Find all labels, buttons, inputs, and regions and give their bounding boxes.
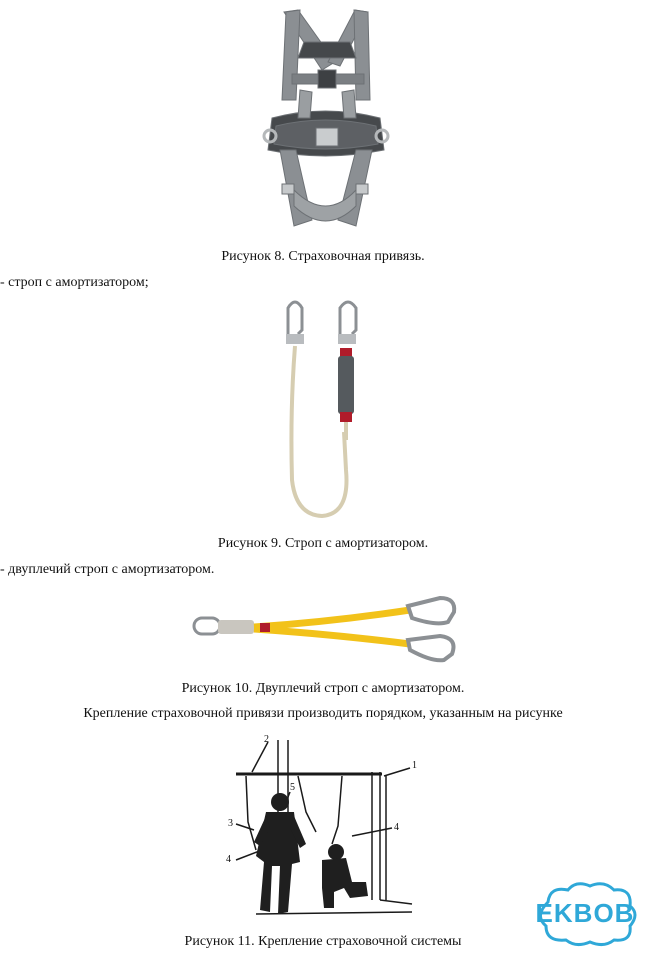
list-item-lanyard: - строп с амортизатором; [0,275,149,290]
label-1: 1 [412,760,417,771]
instruction-paragraph: Крепление страховочной привязи производить порядком, указанным на рисунке [83,706,563,721]
label-2: 2 [264,734,269,745]
lanyard-image [0,290,646,520]
label-3: 3 [228,818,233,829]
label-5: 5 [290,782,295,793]
label-4-left: 4 [226,854,231,865]
figure-9-caption: Рисунок 9. Строп с амортизатором. [217,536,429,551]
watermark-badge [530,880,640,948]
figure-11-caption: Рисунок 11. Крепление страховочной системы [184,934,462,949]
label-4-right: 4 [394,822,399,833]
list-item-double-lanyard: - двуплечий строп с амортизатором. [0,562,215,577]
figure-10-caption: Рисунок 10. Двуплечий строп с амортизатором. [181,681,465,696]
double-lanyard-image [0,592,646,672]
figure-8-caption: Рисунок 8. Страховочная привязь. [221,249,425,264]
harness-image [0,0,646,240]
watermark-text: EKBOB [535,898,635,928]
